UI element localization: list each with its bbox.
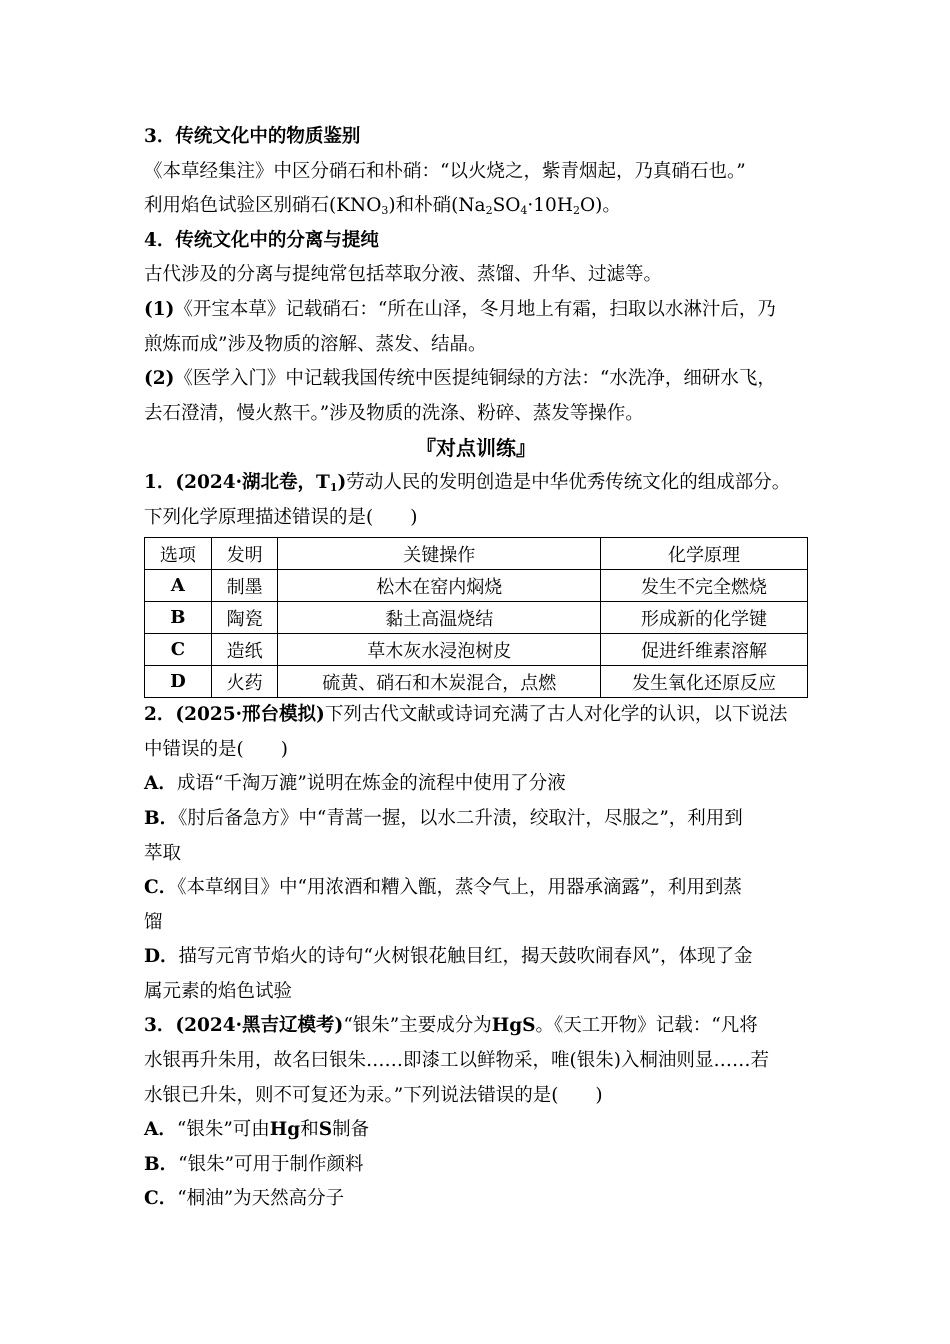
subscript: 3 xyxy=(381,204,389,218)
q2-option-d-line2: 属元素的焰色试验 xyxy=(144,980,293,1002)
document-page xyxy=(144,120,808,1217)
table-header-cell: 关键操作 xyxy=(278,538,600,570)
q3-line3: 水银已升朱，则不可复还为汞。”下列说法错误的是( ) xyxy=(144,1084,603,1106)
table-cell-option: A xyxy=(145,570,212,602)
section4-item2-line2: 去石澄清，慢火熬干。”涉及物质的洗涤、粉碎、蒸发等操作。 xyxy=(144,402,644,424)
q1-line1: 1．(2024·湖北卷，$T_1$)劳动人民的发明创造是中华优秀传统文化的组成部分。 xyxy=(144,471,791,494)
q2-option-c-line1: C．《本草纲目》中“用浓酒和糟入甑，蒸令气上，用器承滴露”，利用到蒸 xyxy=(144,877,742,899)
training-title: 『对点训练』 xyxy=(416,436,536,461)
table-cell: 发生不完全燃烧 xyxy=(600,570,807,602)
table-cell: 形成新的化学键 xyxy=(600,602,807,634)
subscript: 2 xyxy=(572,204,580,218)
q2-option-b-line1: B．《肘后备急方》中“青蒿一握，以水二升渍，绞取汁，尽服之”，利用到 xyxy=(144,807,743,829)
table-cell: 造纸 xyxy=(211,634,278,666)
q1-line2: 下列化学原理描述错误的是( ) xyxy=(144,506,418,528)
table-header-cell: 选项 xyxy=(145,538,212,570)
table-header-row xyxy=(145,538,808,570)
section3-line2: 利用焰色试验区别硝石$(KNO_3)$和朴硝$(Na_2SO_4\cdot 10H_2O)$。 xyxy=(144,195,621,218)
section3-title: 3．传统文化中的物质鉴别 xyxy=(144,126,361,147)
table-row xyxy=(145,666,808,698)
q2-option-a: A．成语“千淘万漉”说明在炼金的流程中使用了分液 xyxy=(144,773,566,795)
q1-table xyxy=(144,537,808,698)
subscript: 4 xyxy=(520,204,528,218)
q3-option-c: C．“桐油”为天然高分子 xyxy=(144,1188,345,1210)
table-cell: 黏土高温烧结 xyxy=(278,602,600,634)
q3-source: 3．(2024·黑吉辽模考) xyxy=(144,1015,344,1037)
q3-line1: 3．(2024·黑吉辽模考)“银朱”主要成分为HgS。《天工开物》记载：“凡将 xyxy=(144,1015,758,1037)
table-cell-option: B xyxy=(145,602,212,634)
section4-item2-line1: (2)《医学入门》中记载我国传统中医提纯铜绿的方法：“水洗净，细研水飞， xyxy=(144,368,776,390)
q1-source: 1．(2024·湖北卷，$T_1$) xyxy=(144,471,347,494)
section4-title: 4．传统文化中的分离与提纯 xyxy=(144,229,379,251)
q2-source: 2．(2025·邢台模拟) xyxy=(144,704,325,726)
table-header-cell: 发明 xyxy=(211,538,278,570)
q2-line1: 2．(2025·邢台模拟)下列古代文献或诗词充满了古人对化学的认识，以下说法 xyxy=(144,704,788,726)
table-cell: 陶瓷 xyxy=(211,602,278,634)
q2-option-b-line2: 萃取 xyxy=(144,842,182,864)
q2-option-d-line1: D．描写元宵节焰火的诗句“火树银花触目红，揭天鼓吹闹春风”，体现了金 xyxy=(144,946,753,968)
table-header-cell: 化学原理 xyxy=(600,538,807,570)
table-cell: 松木在窑内焖烧 xyxy=(278,570,600,602)
table-row xyxy=(145,634,808,666)
q2-option-c-line2: 馏 xyxy=(144,911,163,933)
q2-line2: 中错误的是( ) xyxy=(144,738,288,760)
section4-item1-line1: (1)《开宝本草》记载硝石：“所在山泽，冬月地上有霜，扫取以水淋汁后，乃 xyxy=(144,298,776,320)
subscript: 2 xyxy=(485,204,493,218)
table-row xyxy=(145,570,808,602)
section3-line1: 《本草经集注》中区分硝石和朴硝：“以火烧之，紫青烟起，乃真硝石也。” xyxy=(144,160,746,182)
table-cell-option: C xyxy=(145,634,212,666)
q3-line2: 水银再升朱用，故名曰银朱……即漆工以鲜物采，唯(银朱)入桐油则显……若 xyxy=(144,1050,769,1072)
q3-option-a: A．“银朱”可由Hg和S制备 xyxy=(144,1119,370,1141)
section4-intro: 古代涉及的分离与提纯常包括萃取分液、蒸馏、升华、过滤等。 xyxy=(144,264,663,286)
table-cell: 促进纤维素溶解 xyxy=(600,634,807,666)
table-cell: 制墨 xyxy=(211,570,278,602)
section4-item1-line2: 煎炼而成”涉及物质的溶解、蒸发、结晶。 xyxy=(144,333,487,355)
q3-option-b: B．“银朱”可用于制作颜料 xyxy=(144,1153,364,1175)
table-cell: 硫黄、硝石和木炭混合，点燃 xyxy=(278,666,600,698)
table-cell: 发生氧化还原反应 xyxy=(600,666,807,698)
table-cell: 草木灰水浸泡树皮 xyxy=(278,634,600,666)
table-cell-option: D xyxy=(145,666,212,698)
table-row xyxy=(145,602,808,634)
table-cell: 火药 xyxy=(211,666,278,698)
